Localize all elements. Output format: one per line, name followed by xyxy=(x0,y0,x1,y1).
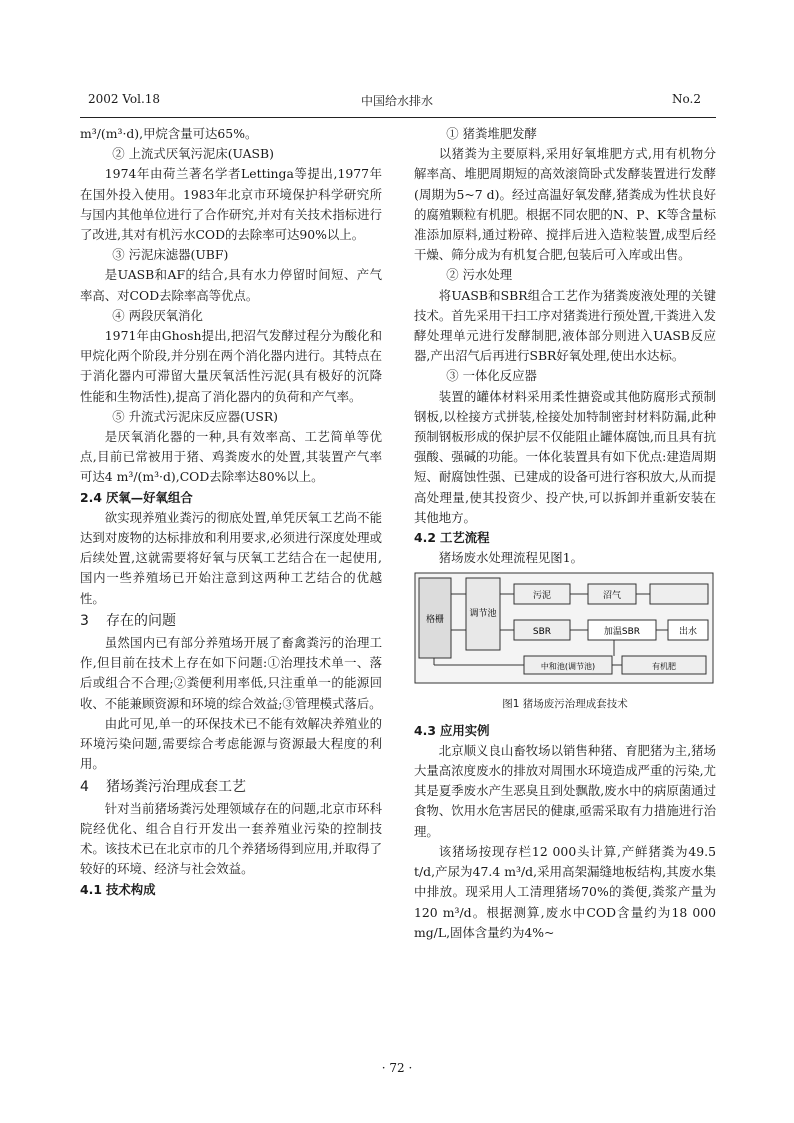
paragraph: 1974年由荷兰著名学者Lettinga等提出,1977年在国外投入使用。1983年北京市环境保护科学研究所与国内其他单位进行了合作研究,并对有关技术指标进行了改进,其对有机污水COD的去除率可达90%以上。 xyxy=(80,166,382,243)
box-equalization: 调节池 xyxy=(469,609,497,620)
paragraph: ③ 污泥床滤器(UBF) xyxy=(112,247,229,263)
paragraph: ③ 一体化反应器 xyxy=(446,368,537,384)
paragraph: 针对当前猪场粪污处理领域存在的问题,北京市环科院经优化、组合自行开发出一套养殖业污染的控制技术。该技术已在北京市的几个养猪场得到应用,并取得了较好的环境、经济与社会效益。 xyxy=(80,800,382,877)
paragraph: 该猪场按现存栏12 000头计算,产鲜猪粪为49.5 t/d,产尿为47.4 m³/d,采用高架漏缝地板结构,其废水集中排放。现采用人工清理猪场70%的粪便,粪浆产量为120 m³/d。根据测算,废水中COD含量约为18 000 mg/L,固体含量约为4%~ xyxy=(414,843,716,940)
paragraph: m³/(m³·d),甲烷含量可达65%。 xyxy=(80,126,258,141)
section-number: 4.3 xyxy=(414,722,436,738)
figure-caption: 图1 猪场废污治理成套技术 xyxy=(502,698,628,711)
paragraph: 猪场废水处理流程见图1。 xyxy=(438,550,583,566)
paragraph: 将UASB和SBR组合工艺作为猪粪废液处理的关键技术。首先采用干扫工序对猪粪进行预处置,干粪进入发酵处理单元进行发酵制肥,液体部分则进入UASB反应器,产出沼气后再进行SBR好氧处理,使出水达标。 xyxy=(414,287,716,364)
box-neutralization: 中和池(调节池) xyxy=(540,662,596,672)
page-number: · 72 · xyxy=(381,1061,413,1075)
section-title: 应用实例 xyxy=(440,722,490,738)
section-number: 2.4 xyxy=(80,489,102,505)
paragraph: 以猪粪为主要原料,采用好氧堆肥方式,用有机物分解率高、堆肥周期短的高效滚筒卧式发酵装置进行发酵(周期为5~7 d)。经过高温好氧发酵,猪粪成为性状良好的腐殖颗粒有机肥。根据不同农肥的N、P、K等含量标准添加原料,通过粉碎、搅拌后进入造粒装置,成型后经干燥、筛分成为有机复合肥,包装后可入库或出售。 xyxy=(414,146,716,263)
section-title: 厌氧—好氧组合 xyxy=(106,489,193,505)
section-number: 4.1 xyxy=(80,881,102,897)
paragraph: ② 污水处理 xyxy=(446,267,513,283)
section-heading xyxy=(80,880,382,900)
right-column xyxy=(414,124,716,943)
header-journal-title: 中国给水排水 xyxy=(360,94,433,108)
section-heading xyxy=(80,488,382,508)
paragraph: 由此可见,单一的环保技术已不能有效解决养殖业的环境污染问题,需要综合考虑能源与资源最大程度的利用。 xyxy=(80,715,382,772)
section-heading xyxy=(80,777,382,797)
paragraph: 是厌氧消化器的一种,具有效率高、工艺简单等优点,目前已常被用于猪、鸡粪废水的处置,其装置产气率可达4 m³/(m³·d),COD去除率达80%以上。 xyxy=(80,429,382,485)
header-rule xyxy=(80,117,716,118)
left-column xyxy=(80,124,382,900)
box-sbr: SBR xyxy=(532,627,552,638)
section-number: 3 xyxy=(80,612,89,629)
box-effluent: 出水 xyxy=(678,627,698,638)
process-flow-figure xyxy=(414,572,714,690)
right-column-lower xyxy=(414,721,716,943)
section-title: 技术构成 xyxy=(106,881,156,897)
paragraph: 虽然国内已有部分养殖场开展了畜禽粪污的治理工作,但目前在技术上存在如下问题:①治理技术单一、落后或组合不合理;②粪便利用率低,只注重单一的能源回收、不能兼顾资源和环境的综合效益;③管理模式落后。 xyxy=(80,635,382,711)
box-heated-sbr: 加温SBR xyxy=(603,627,641,638)
paragraph: ④ 两段厌氧消化 xyxy=(112,307,203,323)
paragraph: ⑤ 升流式污泥床反应器(USR) xyxy=(112,408,279,424)
paragraph: 北京顺义良山畜牧场以销售种猪、育肥猪为主,猪场大量高浓度废水的排放对周围水环境造成严重的污染,尤其是夏季废水产生恶臭且到处飘散,废水中的病原菌通过食物、饮用水危害居民的健康,亟需采取有力措施进行治理。 xyxy=(414,742,716,839)
section-number: 4 xyxy=(80,778,89,795)
box-fertilizer: 有机肥 xyxy=(652,662,676,672)
paragraph: 1971年由Ghosh提出,把沼气发酵过程分为酸化和甲烷化两个阶段,并分别在两个消化器内进行。其特点在于消化器内可滞留大量厌氧活性污泥(具有极好的沉降性能和生物活性),提高了消化器内的负荷和产气率。 xyxy=(80,328,382,404)
section-number: 4.2 xyxy=(414,530,436,546)
section-title: 工艺流程 xyxy=(440,530,490,546)
header-issue: No.2 xyxy=(672,92,701,106)
flow-diagram xyxy=(414,572,714,690)
right-column-upper xyxy=(414,124,716,568)
box-sludge: 污泥 xyxy=(532,591,552,602)
section-heading xyxy=(80,611,382,631)
paragraph: 欲实现养殖业粪污的彻底处置,单凭厌氧工艺尚不能达到对废物的达标排放和利用要求,必须进行深度处理或后续处置,这就需要将好氧与厌氧工艺结合在一起使用,国内一些养殖场已开始注意到这两种工艺结合的优越性。 xyxy=(80,509,382,606)
paragraph: ② 上流式厌氧污泥床(UASB) xyxy=(112,146,274,162)
section-heading xyxy=(414,528,716,548)
section-title: 猪场粪污治理成套工艺 xyxy=(106,778,246,795)
header-volume: 2002 Vol.18 xyxy=(88,92,161,106)
section-title: 存在的问题 xyxy=(106,612,176,629)
paragraph: 装置的罐体材料采用柔性搪瓷或其他防腐形式预制钢板,以栓接方式拼装,栓接处加特制密封材料防漏,此种预制钢板形成的保护层不仅能阻止罐体腐蚀,而且具有抗强酸、强碱的功能。一体化装置具有如下优点:建造周期短、耐腐蚀性强、已建成的设备可进行容积放大,从而提高处理量,使其投资少、投产快,可以拆卸并重新安装在其他地方。 xyxy=(414,388,716,525)
section-heading xyxy=(414,721,716,741)
paragraph: ① 猪粪堆肥发酵 xyxy=(446,126,537,141)
box-screen: 格栅 xyxy=(425,615,445,626)
paragraph: 是UASB和AF的结合,具有水力停留时间短、产气率高、对COD去除率高等优点。 xyxy=(80,267,382,303)
box-biogas: 沼气 xyxy=(602,591,622,602)
